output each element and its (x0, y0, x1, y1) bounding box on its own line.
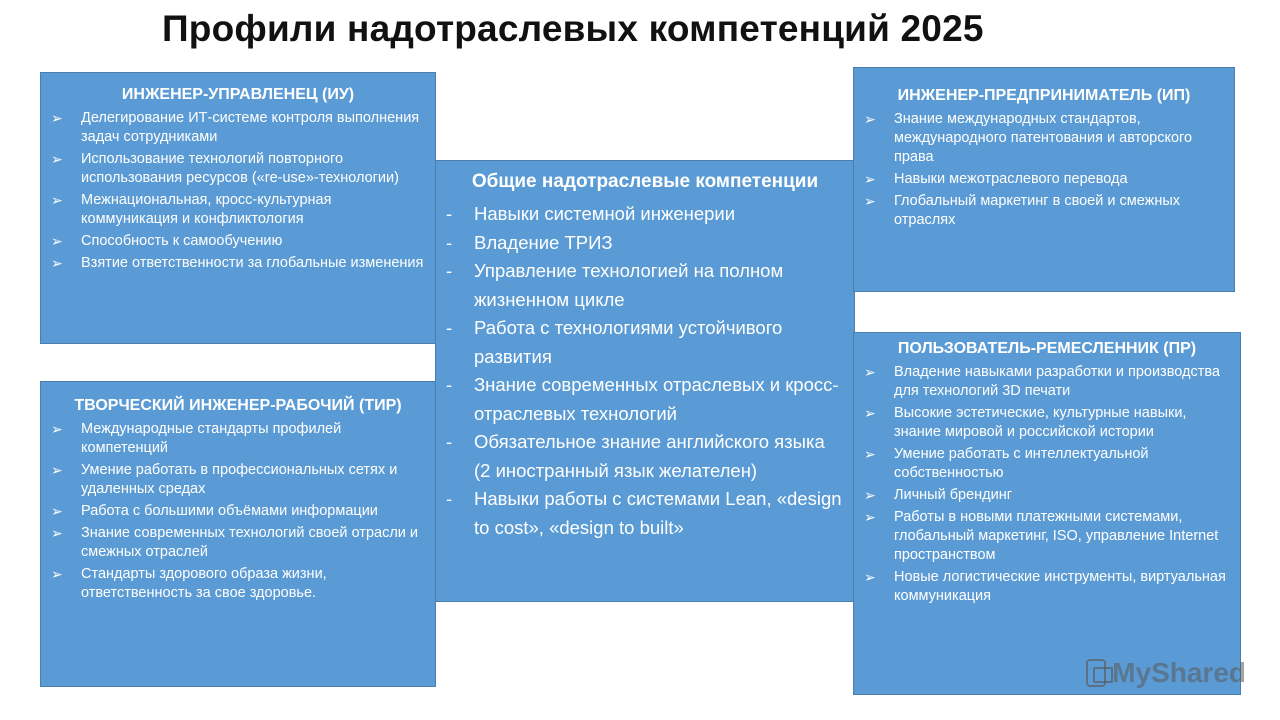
profile-heading: ИНЖЕНЕР-ПРЕДПРИНИМАТЕЛЬ (ИП) (897, 87, 1191, 104)
list-item: - Обязательное знание английского языка (2 иностранный язык желателен) (436, 428, 854, 485)
arrow-bullet-icon: ➢ (864, 569, 876, 585)
list-item: - Навыки системной инженерии (436, 200, 854, 229)
page-title: Профили надотраслевых компетенций 2025 (162, 8, 984, 49)
list-item: ➢ Использование технологий повторного использования ресурсов («re-use»-технологии) (51, 151, 399, 186)
arrow-bullet-icon: ➢ (51, 255, 63, 271)
profile-box-creative-engineer-worker (40, 381, 436, 687)
list-item: ➢ Личный брендинг (864, 487, 1013, 503)
watermark (1086, 652, 1246, 694)
list-item: ➢ Навыки межотраслевого перевода (864, 171, 1128, 187)
arrow-bullet-icon: ➢ (51, 525, 63, 541)
profile-list (41, 420, 435, 603)
list-item: ➢ Высокие эстетические, культурные навыки, знание мировой и российской истории (864, 405, 1187, 440)
list-item: ➢ Новые логистические инструменты, виртуальная коммуникация (864, 569, 1226, 604)
dash-bullet: - (446, 488, 453, 509)
list-item: ➢ Знание современных технологий своей отрасли и смежных отраслей (51, 525, 419, 560)
arrow-bullet-icon: ➢ (51, 503, 63, 519)
arrow-bullet-icon: ➢ (864, 171, 876, 187)
list-item: ➢ Взятие ответственности за глобальные изменения (51, 255, 424, 271)
list-item: ➢ Глобальный маркетинг в своей и смежных отраслях (864, 193, 1180, 228)
list-item: ➢ Стандарты здорового образа жизни, ответственность за свое здоровье. (51, 566, 327, 601)
dash-bullet: - (446, 374, 453, 395)
list-item: ➢ Межнациональная, кросс-культурная коммуникация и конфликтология (51, 192, 332, 227)
list-item: ➢ Владение навыками разработки и производства для технологий 3D печати (864, 364, 1220, 399)
profile-list (41, 109, 435, 273)
arrow-bullet-icon: ➢ (51, 110, 63, 126)
profile-heading: ПОЛЬЗОВАТЕЛЬ-РЕМЕСЛЕННИК (ПР) (897, 340, 1197, 357)
arrow-bullet-icon: ➢ (51, 421, 63, 437)
arrow-bullet-icon: ➢ (864, 446, 876, 462)
list-item: ➢ Способность к самообучению (51, 233, 283, 249)
profile-heading: ИНЖЕНЕР-УПРАВЛЕНЕЦ (ИУ) (121, 86, 355, 103)
list-item: ➢ Международные стандарты профилей компетенций (51, 421, 342, 456)
list-item: - Знание современных отраслевых и кросс-отраслевых технологий (436, 371, 854, 428)
arrow-bullet-icon: ➢ (864, 364, 876, 380)
arrow-bullet-icon: ➢ (51, 233, 63, 249)
list-item: - Управление технологией на полном жизненном цикле (436, 257, 854, 314)
common-competencies-box (435, 160, 855, 602)
dash-bullet: - (446, 317, 453, 338)
profile-list (854, 110, 1234, 230)
presentation-icon (1086, 659, 1106, 687)
list-item: ➢ Делегирование ИТ-системе контроля выполнения задач сотрудниками (51, 110, 420, 145)
list-item: ➢ Работа с большими объёмами информации (51, 503, 378, 519)
arrow-bullet-icon: ➢ (864, 405, 876, 421)
profile-heading: ТВОРЧЕСКИЙ ИНЖЕНЕР-РАБОЧИЙ (ТИР) (74, 397, 402, 414)
watermark-text: MyShared (1112, 657, 1246, 688)
list-item: - Работа с технологиями устойчивого развития (436, 314, 854, 371)
list-item: ➢ Умение работать в профессиональных сетях и удаленных средах (51, 462, 398, 497)
dash-bullet: - (446, 431, 453, 452)
profile-box-engineer-manager (40, 72, 436, 344)
common-heading: Общие надотраслевые компетенции (471, 171, 819, 192)
arrow-bullet-icon: ➢ (51, 151, 63, 167)
arrow-bullet-icon: ➢ (864, 193, 876, 209)
arrow-bullet-icon: ➢ (51, 192, 63, 208)
list-item: ➢ Работы в новыми платежными системами, глобальный маркетинг, ISO, управление Internet пространством (864, 509, 1219, 563)
arrow-bullet-icon: ➢ (864, 509, 876, 525)
arrow-bullet-icon: ➢ (864, 111, 876, 127)
dash-bullet: - (446, 231, 453, 253)
dash-bullet: - (446, 260, 453, 281)
arrow-bullet-icon: ➢ (51, 566, 63, 582)
list-item: - Навыки работы с системами Lean, «design to cost», «design to built» (436, 485, 854, 542)
list-item: ➢ Умение работать с интеллектуальной собственностью (864, 446, 1149, 481)
dash-bullet: - (446, 203, 453, 224)
common-list (436, 200, 854, 542)
list-item: - Владение ТРИЗ (436, 229, 854, 258)
arrow-bullet-icon: ➢ (51, 462, 63, 478)
list-item: ➢ Знание международных стандартов, международного патентования и авторского права (864, 111, 1193, 165)
profile-box-user-craftsman (853, 332, 1241, 695)
arrow-bullet-icon: ➢ (864, 487, 876, 503)
profile-box-engineer-entrepreneur (853, 67, 1235, 292)
profile-list (854, 363, 1240, 606)
